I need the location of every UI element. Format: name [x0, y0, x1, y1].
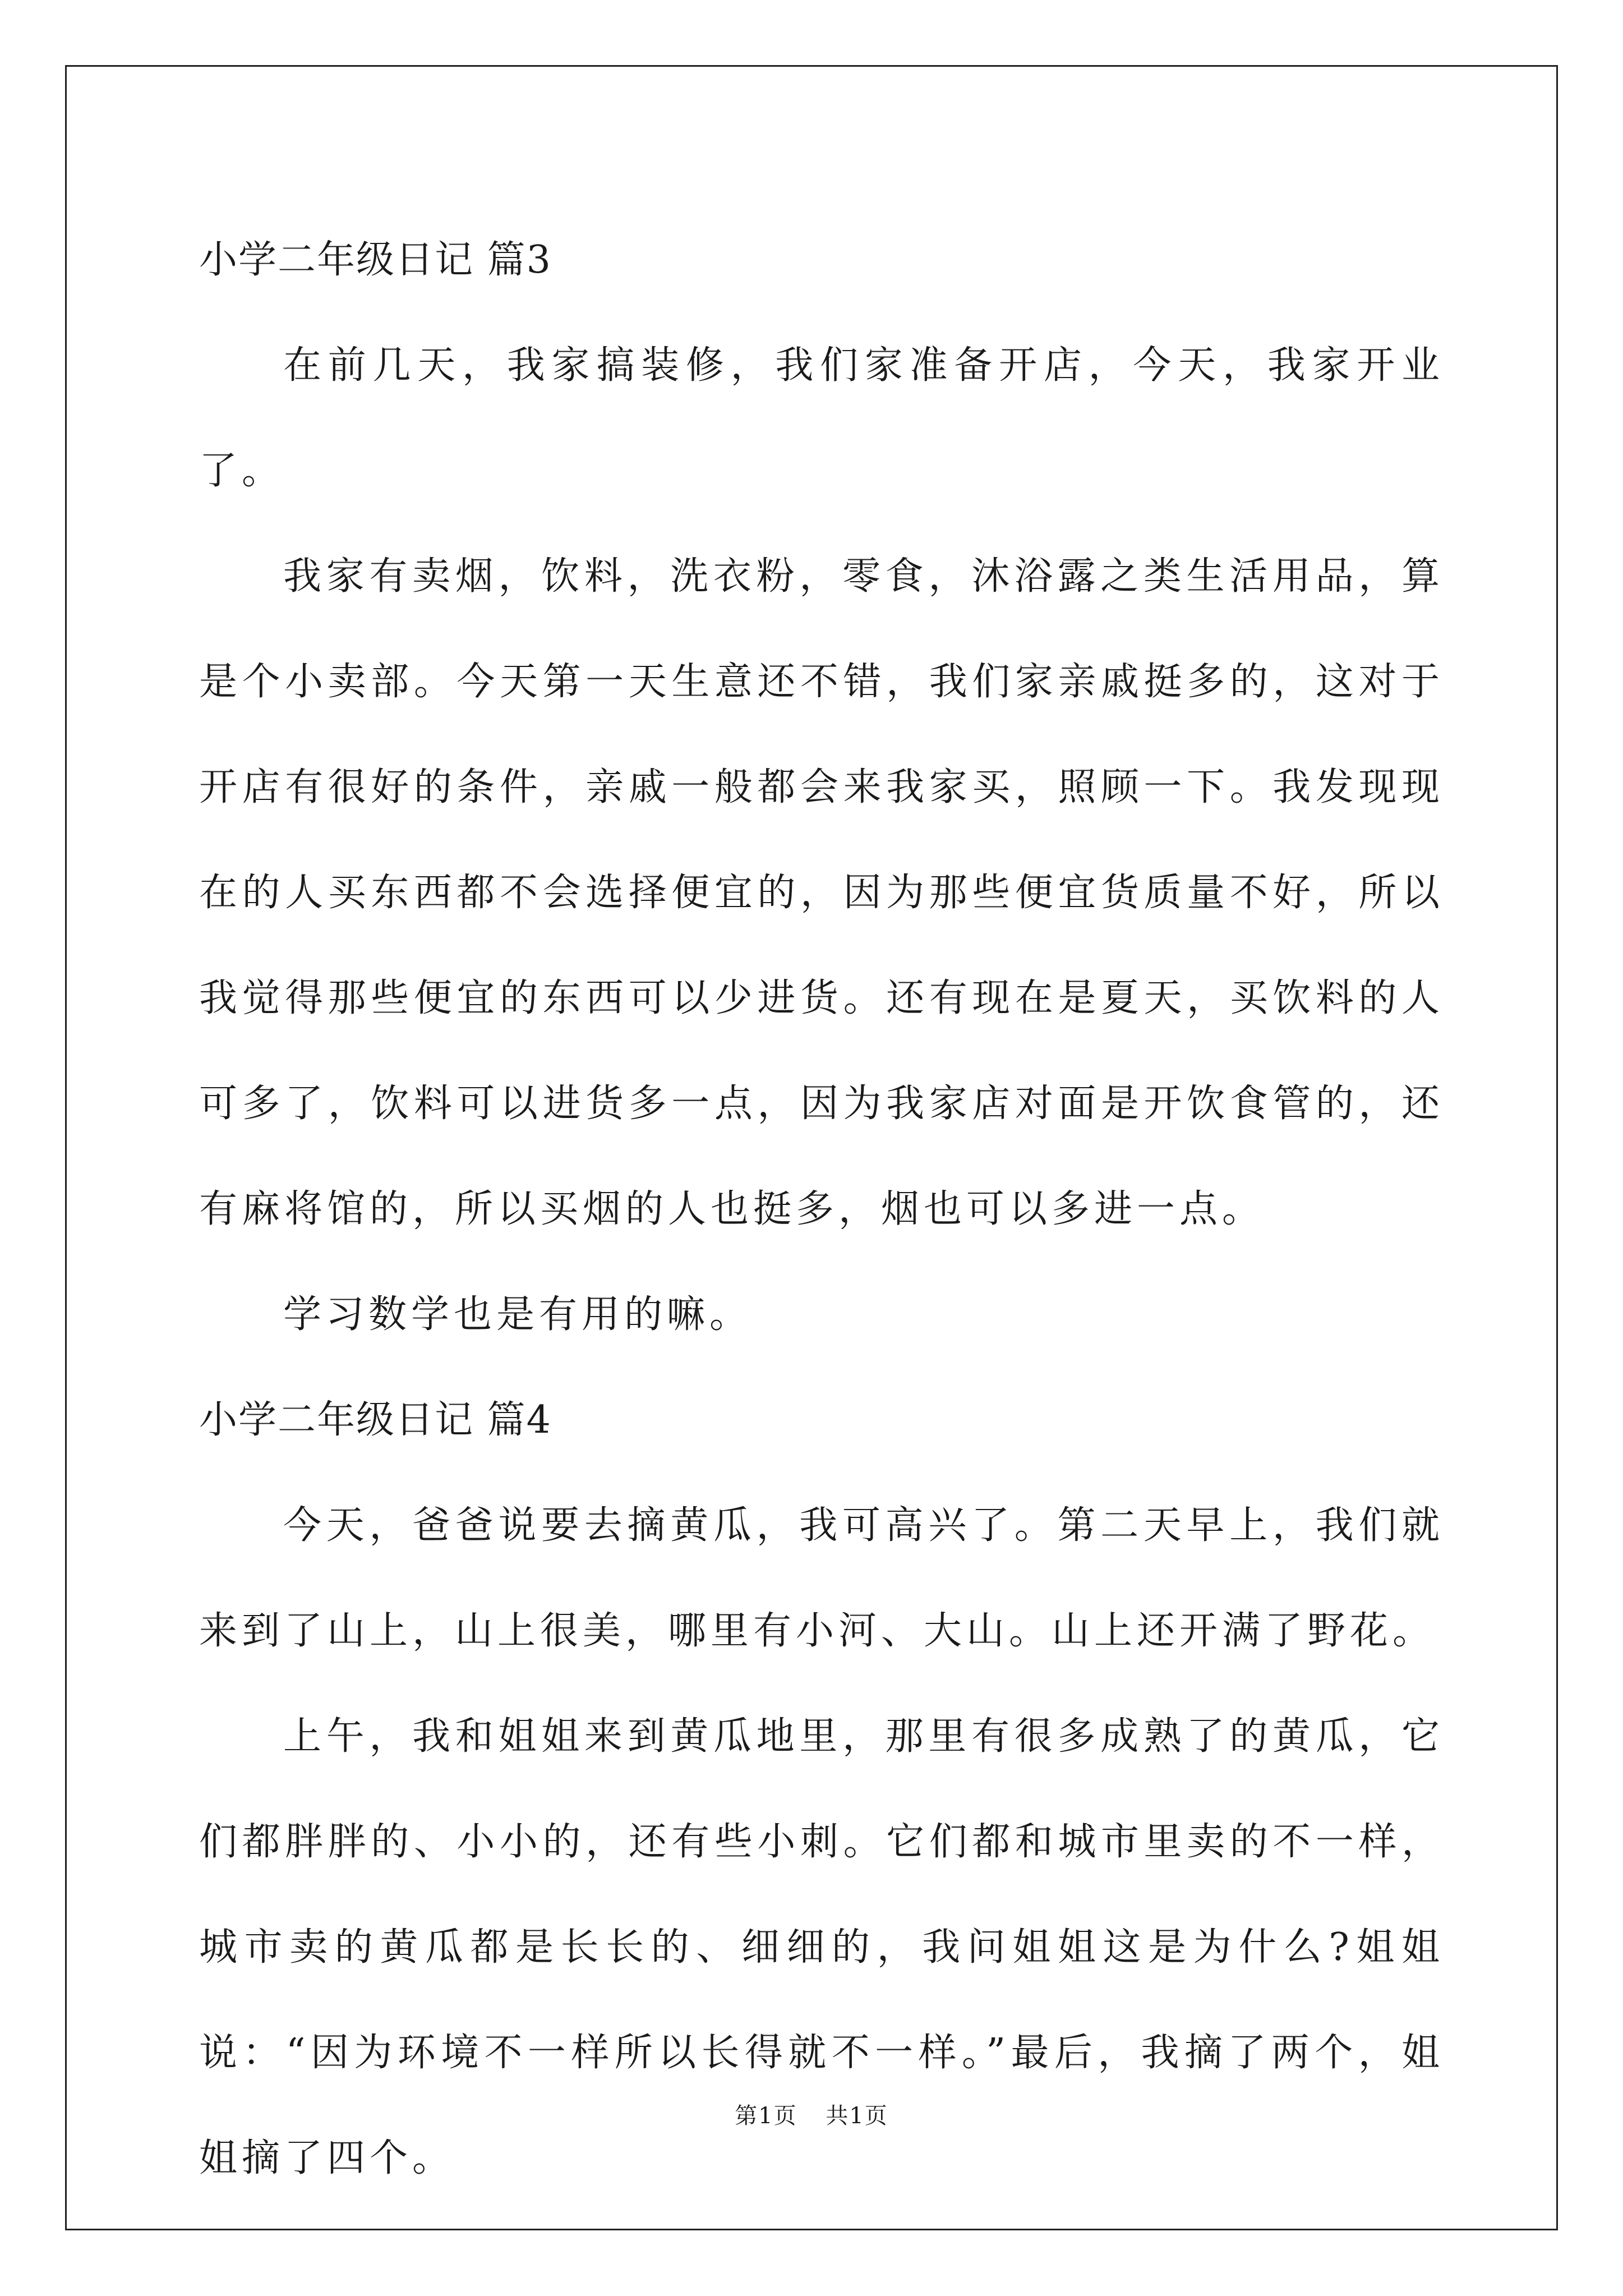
paragraph: 在前几天，我家搞装修，我们家准备开店，今天，我家开业了。 [199, 343, 1444, 493]
section-title: 小学二年级日记 篇3 [199, 238, 552, 282]
paragraph: 我家有卖烟，饮料，洗衣粉，零食，沐浴露之类生活用品，算是个小卖部。今天第一天生意还不错，我们家亲戚挺多的，这对于开店有很好的条件，亲戚一般都会来我家买，照顾一下。我发现现在的人买东西都不会选择便宜的，因为那些便宜货质量不好，所以我觉得那些便宜的东西可以少进货。还有现在是夏天，买饮料的人可多了，饮料可以进货多一点，因为我家店对面是开饮食管的，还有麻将馆的，所以买烟的人也挺多，烟也可以多进一点。 [199, 554, 1444, 1231]
page-number: 第1页 [735, 2103, 797, 2129]
page-count: 共1页 [826, 2103, 888, 2129]
paragraph: 学习数学也是有用的嘛。 [283, 1292, 753, 1337]
paragraph: 今天，爸爸说要去摘黄瓜，我可高兴了。第二天早上，我们就来到了山上，山上很美，哪里有小河、大山。山上还开满了野花。 [199, 1503, 1444, 1653]
page-footer [0, 2098, 1623, 2130]
section-title: 小学二年级日记 篇4 [199, 1398, 552, 1442]
document-body [199, 208, 1444, 2211]
paragraph: 上午，我和姐姐来到黄瓜地里，那里有很多成熟了的黄瓜，它们都胖胖的、小小的，还有些小刺。它们都和城市里卖的不一样，城市卖的黄瓜都是长长的、细细的，我问姐姐这是为什么?姐姐说：“因为环境不一样所以长得就不一样。”最后，我摘了两个，姐姐摘了四个。 [199, 1714, 1444, 2180]
